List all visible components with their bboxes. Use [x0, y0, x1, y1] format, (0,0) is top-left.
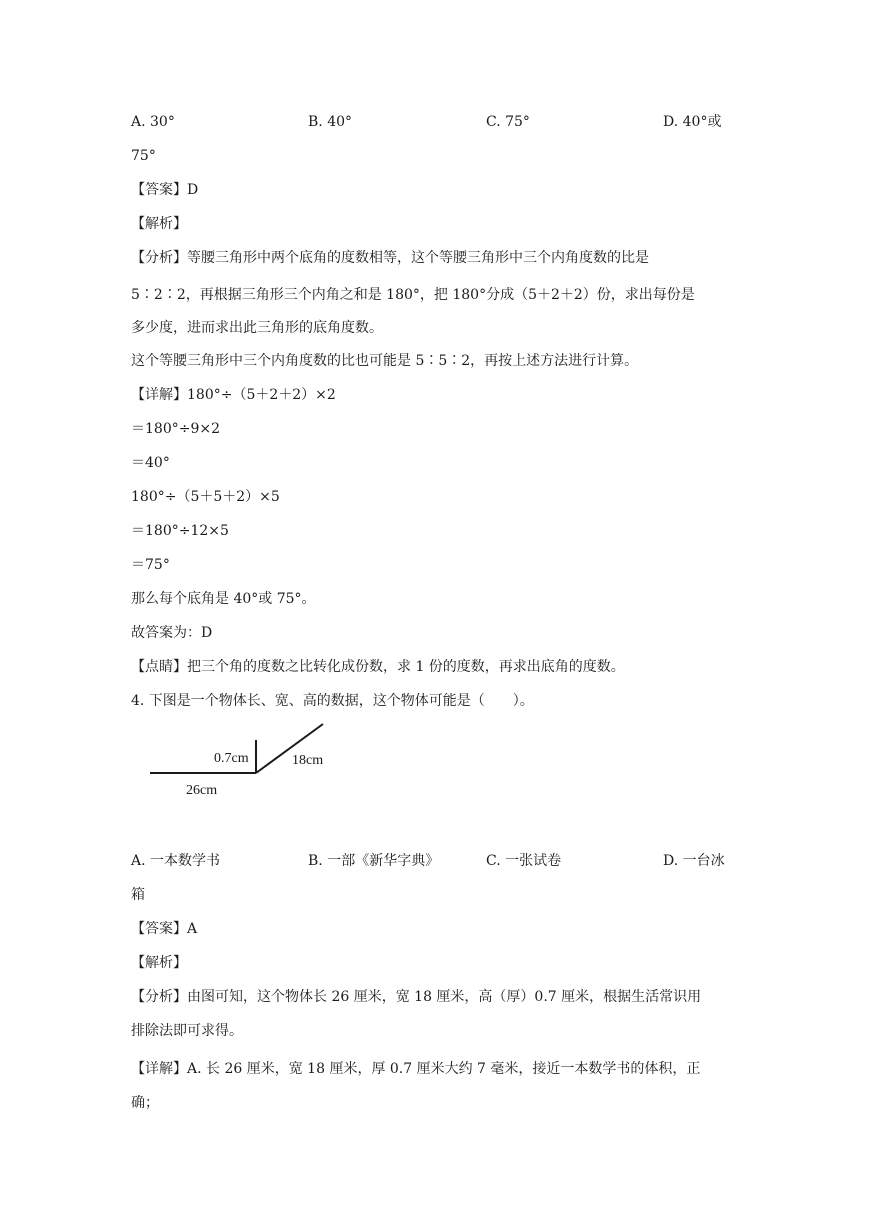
q3-detail-line: ＝180°÷12×5 — [131, 523, 229, 539]
q3-analysis-header: 【解析】 — [131, 216, 187, 232]
q3-detail-line: ＝180°÷9×2 — [131, 421, 220, 437]
q4-option-d-continued: 箱 — [131, 887, 145, 903]
q4-detail-line: 确； — [131, 1095, 159, 1111]
q4-stem: 4. 下图是一个物体长、宽、高的数据，这个物体可能是（ ）。 — [131, 693, 534, 709]
height-label: 0.7cm — [214, 751, 249, 766]
q3-option-d: D. 40°或 — [663, 114, 722, 130]
q3-option-a: A. 30° — [131, 114, 175, 130]
q3-option-b: B. 40° — [308, 114, 353, 130]
q3-detail-line: 那么每个底角是 40°或 75°。 — [131, 591, 316, 607]
q3-detail-line: 180°÷（5＋5＋2）×5 — [131, 489, 280, 505]
q4-option-d: D. 一台冰 — [663, 853, 725, 869]
q3-analysis-line: 这个等腰三角形中三个内角度数的比也可能是 5∶5∶2，再按上述方法进行计算。 — [131, 353, 639, 369]
length-label: 26cm — [186, 783, 218, 798]
q3-analysis-line: 多少度，进而求出此三角形的底角度数。 — [131, 320, 383, 336]
q3-option-d-continued: 75° — [131, 148, 156, 164]
q3-detail-line: ＝75° — [131, 557, 170, 573]
q4-dimension-figure — [140, 718, 340, 800]
width-label: 18cm — [292, 753, 324, 768]
q4-option-a: A. 一本数学书 — [131, 853, 221, 869]
q3-analysis-line: 【分析】等腰三角形中两个底角的度数相等，这个等腰三角形中三个内角度数的比是 — [131, 250, 649, 266]
q4-analysis-line: 【分析】由图可知，这个物体长 26 厘米，宽 18 厘米，高（厚）0.7 厘米，根据生活常识用 — [131, 989, 702, 1005]
q3-option-c: C. 75° — [486, 114, 530, 130]
q4-analysis-header: 【解析】 — [131, 955, 187, 971]
q3-detail-line: ＝40° — [131, 455, 170, 471]
q4-option-c: C. 一张试卷 — [486, 853, 562, 869]
q4-analysis-line: 排除法即可求得。 — [131, 1023, 243, 1039]
q4-detail-line: 【详解】A. 长 26 厘米，宽 18 厘米，厚 0.7 厘米大约 7 毫米，接近一本数学书的体积，正 — [131, 1061, 701, 1077]
q3-comment: 【点睛】把三个角的度数之比转化成份数，求 1 份的度数，再求出底角的度数。 — [131, 659, 625, 675]
q3-answer: 【答案】D — [131, 182, 199, 198]
q3-final-answer: 故答案为：D — [131, 625, 213, 641]
q3-analysis-line: 5∶2∶2，再根据三角形三个内角之和是 180°，把 180°分成（5＋2＋2）份，求出每份是 — [131, 287, 695, 303]
q3-detail-line: 【详解】180°÷（5＋2＋2）×2 — [131, 387, 336, 403]
q4-option-b: B. 一部《新华字典》 — [308, 853, 440, 869]
q4-answer: 【答案】A — [131, 921, 198, 937]
